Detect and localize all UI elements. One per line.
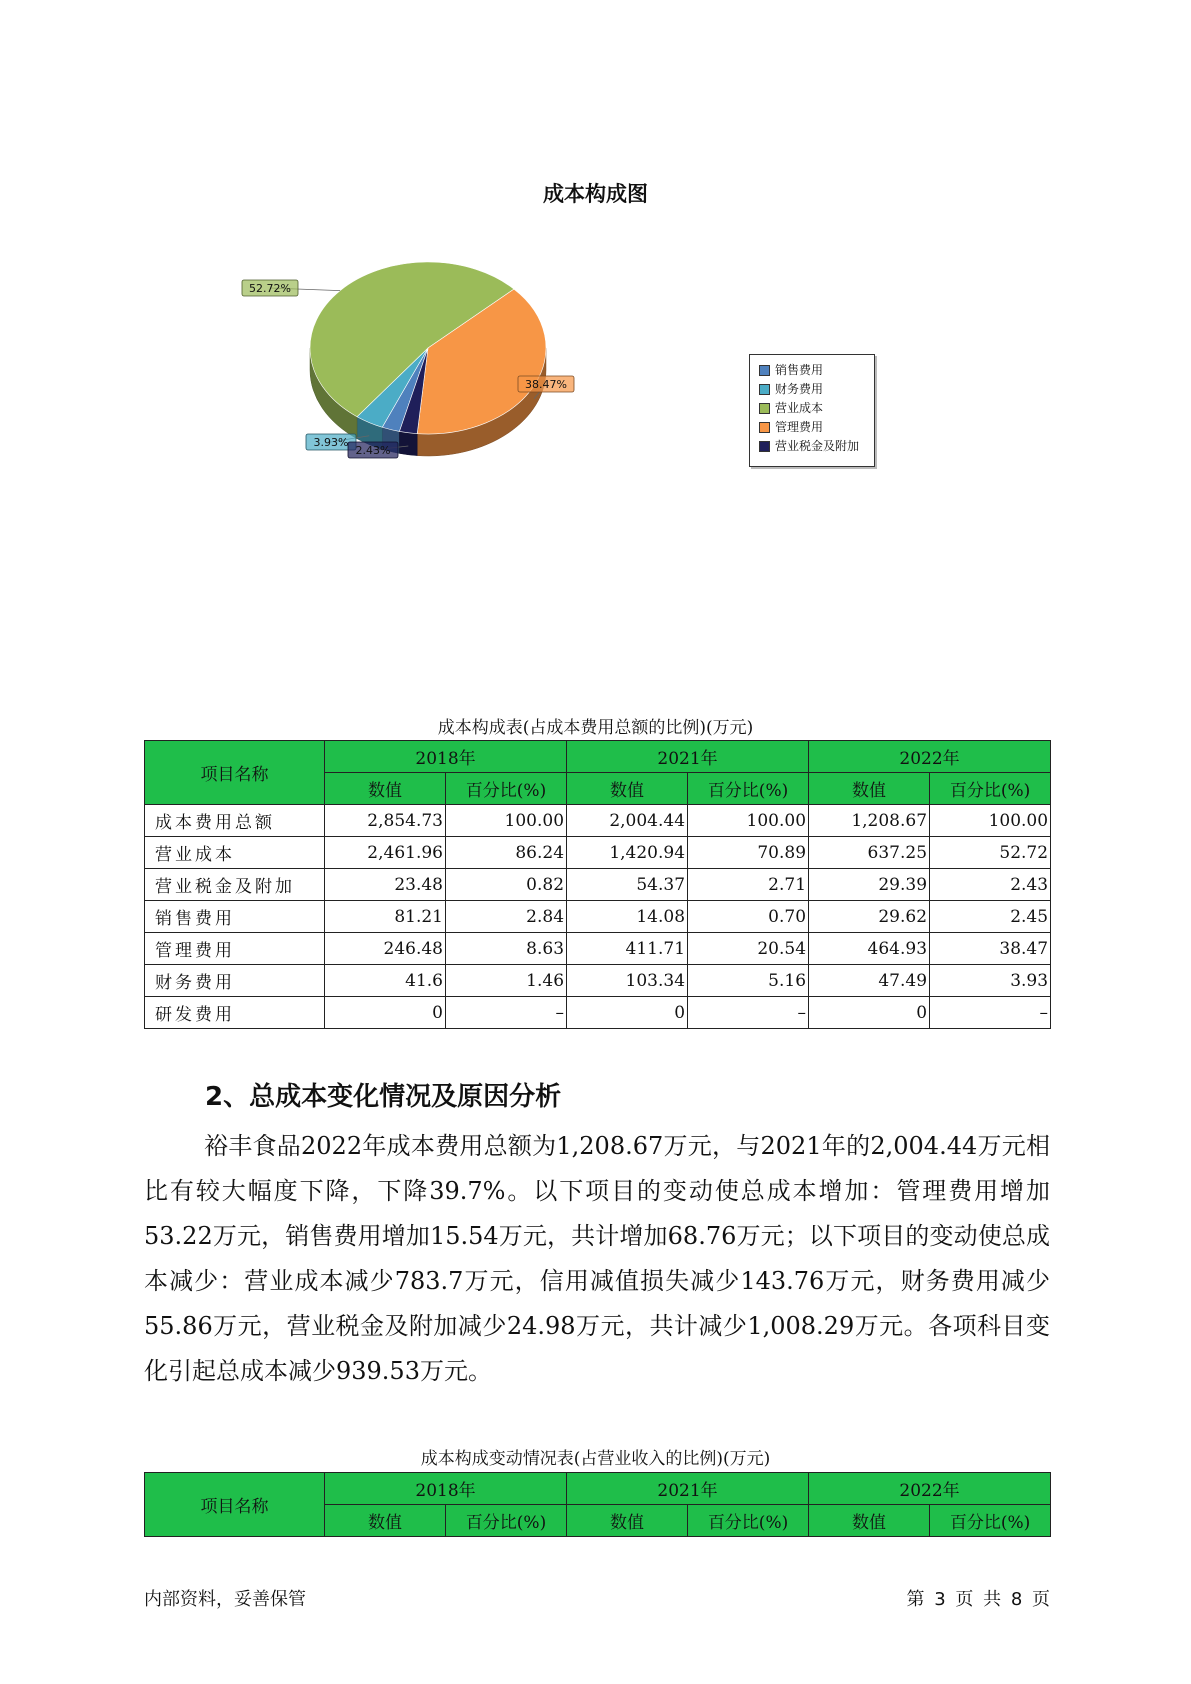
cost-structure-table (144, 740, 1051, 1029)
cell: 0 (325, 997, 446, 1029)
cell: 3.93 (930, 965, 1051, 997)
legend-label: 财务费用 (775, 382, 824, 396)
chart-legend (749, 354, 875, 467)
cell: 2,004.44 (567, 805, 688, 837)
cell: 52.72 (930, 837, 1051, 869)
header-value: 数值 (567, 773, 688, 805)
header-item-name: 项目名称 (145, 741, 325, 805)
data-label: 3.93% (313, 436, 349, 449)
cell: 246.48 (325, 933, 446, 965)
legend-item-operating-cost (759, 400, 823, 416)
table1-caption: 成本构成表(占成本费用总额的比例)(万元) (437, 718, 754, 738)
legend-label: 销售费用 (775, 363, 824, 377)
cell: 14.08 (567, 901, 688, 933)
header-percent: 百分比(%) (688, 1505, 809, 1537)
cell: – (930, 997, 1051, 1029)
legend-swatch (759, 403, 770, 414)
cell: 86.24 (446, 837, 567, 869)
table-row (145, 805, 1051, 837)
legend-item-tax (759, 438, 859, 454)
cell: 81.21 (325, 901, 446, 933)
header-year: 2018年 (325, 741, 567, 773)
cell: 70.89 (688, 837, 809, 869)
header-item-name: 项目名称 (145, 1473, 325, 1537)
header-year: 2021年 (567, 1473, 809, 1505)
cell: 637.25 (809, 837, 930, 869)
header-year: 2022年 (809, 741, 1051, 773)
table-row (145, 901, 1051, 933)
legend-item-admin (759, 419, 823, 435)
row-name: 财务费用 (145, 965, 325, 997)
pie-chart (220, 250, 640, 480)
cell: 2.71 (688, 869, 809, 901)
cell: 100.00 (688, 805, 809, 837)
legend-label: 管理费用 (775, 420, 824, 434)
data-label: 2.43% (355, 444, 391, 457)
header-value: 数值 (809, 1505, 930, 1537)
legend-swatch (759, 365, 770, 376)
cell: 38.47 (930, 933, 1051, 965)
cell: 8.63 (446, 933, 567, 965)
table-row (145, 837, 1051, 869)
header-value: 数值 (567, 1505, 688, 1537)
cell: 2.43 (930, 869, 1051, 901)
cell: 100.00 (446, 805, 567, 837)
pie-side-营业税金及附加 (399, 431, 417, 455)
row-name: 营业成本 (145, 837, 325, 869)
legend-item-finance (759, 381, 823, 397)
row-name: 销售费用 (145, 901, 325, 933)
row-name: 研发费用 (145, 997, 325, 1029)
legend-swatch (759, 441, 770, 452)
cell: 2,461.96 (325, 837, 446, 869)
footer-page-number: 第 3 页 共 8 页 (906, 1589, 1050, 1610)
legend-item-sales (759, 362, 823, 378)
header-percent: 百分比(%) (688, 773, 809, 805)
cell: 29.39 (809, 869, 930, 901)
cell: – (446, 997, 567, 1029)
cell: 23.48 (325, 869, 446, 901)
header-value: 数值 (325, 1505, 446, 1537)
cell: 1,208.67 (809, 805, 930, 837)
legend-swatch (759, 422, 770, 433)
cell: 2,854.73 (325, 805, 446, 837)
table2-caption: 成本构成变动情况表(占营业收入的比例)(万元) (420, 1449, 771, 1469)
cell: 41.6 (325, 965, 446, 997)
header-value: 数值 (809, 773, 930, 805)
cell: 411.71 (567, 933, 688, 965)
cell: 103.34 (567, 965, 688, 997)
row-name: 管理费用 (145, 933, 325, 965)
header-year: 2022年 (809, 1473, 1051, 1505)
cell: 2.84 (446, 901, 567, 933)
table-row (145, 869, 1051, 901)
header-year: 2021年 (567, 741, 809, 773)
legend-label: 营业成本 (775, 401, 824, 415)
cell: 47.49 (809, 965, 930, 997)
header-percent: 百分比(%) (930, 1505, 1051, 1537)
cell: 29.62 (809, 901, 930, 933)
legend-swatch (759, 384, 770, 395)
cell: 464.93 (809, 933, 930, 965)
row-name: 成本费用总额 (145, 805, 325, 837)
cell: 5.16 (688, 965, 809, 997)
section-heading: 2、总成本变化情况及原因分析 (205, 1082, 562, 1112)
cell: 100.00 (930, 805, 1051, 837)
header-percent: 百分比(%) (446, 1505, 567, 1537)
cost-change-table (144, 1472, 1051, 1537)
cell: 0 (567, 997, 688, 1029)
cell: 0 (809, 997, 930, 1029)
table-row (145, 965, 1051, 997)
header-year: 2018年 (325, 1473, 567, 1505)
cell: 0.70 (688, 901, 809, 933)
cell: 54.37 (567, 869, 688, 901)
cell: – (688, 997, 809, 1029)
cell: 0.82 (446, 869, 567, 901)
header-value: 数值 (325, 773, 446, 805)
data-label: 38.47% (525, 378, 567, 391)
chart-title: 成本构成图 (543, 182, 648, 206)
cell: 2.45 (930, 901, 1051, 933)
row-name: 营业税金及附加 (145, 869, 325, 901)
header-percent: 百分比(%) (446, 773, 567, 805)
cell: 1.46 (446, 965, 567, 997)
table-row (145, 997, 1051, 1029)
data-label: 52.72% (249, 282, 291, 295)
analysis-paragraph: 裕丰食品2022年成本费用总额为1,208.67万元，与2021年的2,004.44万元相比有较大幅度下降，下降39.7%。以下项目的变动使总成本增加：管理费用增加53.22万元，销售费用增加15.54万元，共计增加68.76万元；以下项目的变动使总成本减少：营业成本减少783.7万元，信用减值损失减少143.76万元，财务费用减少55.86万元，营业税金及附加减少24.98万元，共计减少1,008.29万元。各项科目变化引起总成本减少939.53万元。 (144, 1132, 1050, 1385)
header-percent: 百分比(%) (930, 773, 1051, 805)
footer-confidential: 内部资料，妥善保管 (144, 1589, 306, 1610)
legend-label: 营业税金及附加 (775, 439, 860, 453)
cell: 1,420.94 (567, 837, 688, 869)
cell: 20.54 (688, 933, 809, 965)
table-row (145, 933, 1051, 965)
